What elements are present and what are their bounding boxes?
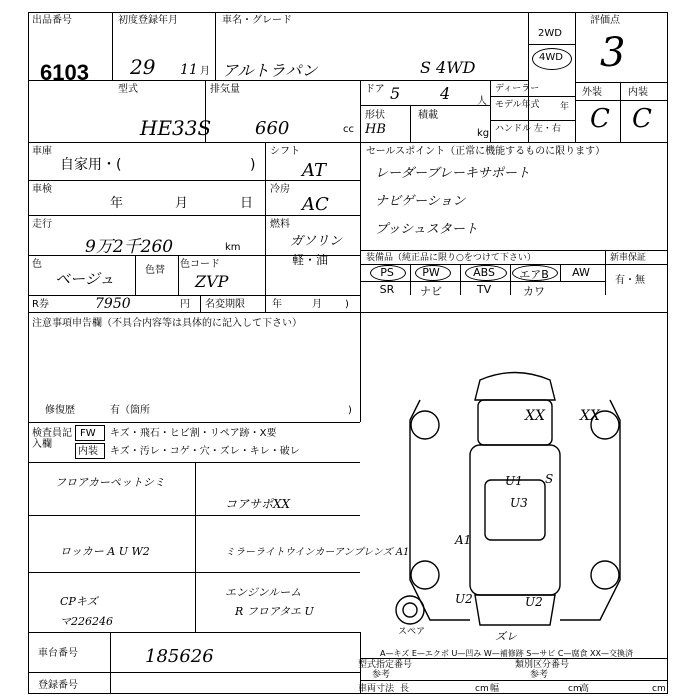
lot-number: 6103 <box>40 60 89 85</box>
equip-leather: カワ <box>523 285 545 298</box>
car-rear <box>475 595 555 625</box>
aircon-label: 冷房 <box>270 184 290 195</box>
fuel: ガソリン <box>290 234 343 249</box>
mark-top-xx: XX <box>525 408 545 424</box>
title-month: 月 <box>312 299 322 310</box>
wheel-rl <box>411 561 439 589</box>
color-code: ZVP <box>195 272 229 291</box>
shaken-day: 日 <box>240 196 254 211</box>
color-label: 色 <box>32 259 42 270</box>
interior-inspect-label: 内装 <box>78 446 98 457</box>
car-name-label: 車名・グレード <box>222 15 292 26</box>
recycle-label: R券 <box>32 299 49 310</box>
persons-unit: 人 <box>477 96 487 107</box>
equipment-label: 装備品（純正品に限り○をつけて下さい） <box>366 253 536 263</box>
note-1: フロアカーペットシミ <box>55 476 165 489</box>
repair-label: 修復歴 <box>45 405 75 416</box>
garage-label: 車庫 <box>32 146 52 157</box>
interior-grade: C <box>632 104 652 134</box>
equip-abs: ABS <box>473 266 495 279</box>
title-period-label: 名変期限 <box>205 299 245 310</box>
shift: AT <box>302 160 327 181</box>
fw-label: FW <box>80 428 96 439</box>
handle-label: ハンドル 左・右 <box>495 124 561 134</box>
year-label: 年 <box>560 102 570 112</box>
equip-aw: AW <box>572 266 590 279</box>
wheel-rr <box>591 561 619 589</box>
mark-side-xx: XX <box>580 408 600 424</box>
car-top-outline <box>475 373 555 401</box>
inspector-label: 検査員記入欄 <box>32 428 72 450</box>
ref-label-1: 参考 <box>372 670 391 680</box>
cc-unit: cc <box>343 124 354 135</box>
car-body <box>470 445 560 595</box>
color: ベージュ <box>55 270 115 288</box>
shaken-label: 車検 <box>32 184 52 195</box>
mark-zure: ズレ <box>495 630 517 643</box>
shaken-month: 月 <box>175 196 189 211</box>
note-4: ミラーライトウインカーアンプレンズ A1 <box>225 547 410 558</box>
interior-label: 内装 <box>628 87 648 98</box>
new-warranty-label: 新車保証 <box>610 253 647 263</box>
mark-u2b: U2 <box>525 595 543 609</box>
month-unit: 月 <box>200 66 210 77</box>
spare-label: スペア <box>398 627 426 637</box>
fuel-label: 燃料 <box>270 219 290 230</box>
sales-point-3: プッシュスタート <box>375 222 478 237</box>
usage: 自家用・( <box>60 157 122 173</box>
note-6: エンジンルーム <box>225 586 302 599</box>
repair-value: 有（箇所 <box>110 405 150 416</box>
mark-a1: A1 <box>455 533 472 547</box>
equip-ps: PS <box>380 266 394 279</box>
shape: HB <box>365 122 386 137</box>
interior-text: キズ・汚レ・コゲ・穴・ズレ・キレ・破レ <box>110 446 300 457</box>
spare-tire <box>396 596 424 624</box>
note-2: コアサポXX <box>225 497 291 511</box>
drive-4wd: 4WD <box>539 52 563 63</box>
recycle: 7950 <box>95 296 131 312</box>
displacement: 660 <box>255 118 290 139</box>
aircon: AC <box>302 194 329 215</box>
lot-label: 出品番号 <box>32 15 72 26</box>
legend: A—キズ E—エクボ U—凹み W—補修跡 S—サビ C—腐食 XX—交換済 <box>380 649 634 658</box>
sales-point-1: レーダーブレーキサポート <box>375 166 530 181</box>
ref-label-2: 参考 <box>530 670 549 680</box>
shift-label: シフト <box>270 146 300 157</box>
car-roof <box>485 480 545 540</box>
note-3: ロッカー A U W2 <box>60 545 150 558</box>
color-code-label: 色コード <box>180 259 220 270</box>
mileage: 9万2千260 <box>85 237 174 257</box>
length-label: 車両寸法 <box>358 684 395 694</box>
exterior-grade: C <box>590 104 610 134</box>
km-unit: km <box>225 242 241 253</box>
equip-navi: ナビ <box>420 285 442 298</box>
model: HE33S <box>140 116 212 140</box>
length-unit-l: 長 <box>400 684 410 694</box>
reg-month: 11 <box>180 62 198 78</box>
sales-point-2: ナビゲーション <box>375 194 466 209</box>
chassis-label: 車台番号 <box>38 648 78 659</box>
seats: 4 <box>440 84 451 103</box>
notes-label: 注意事項申告欄（不具合内容等は具体的に記入して下さい） <box>32 318 302 329</box>
width-unit: 幅 <box>490 684 500 694</box>
score: 3 <box>600 30 626 76</box>
mark-u1: U1 <box>505 474 523 488</box>
sales-points-label: セールスポイント（正常に機能するものに限ります） <box>366 146 606 157</box>
cm-3: cm <box>652 684 666 694</box>
category-label: 類別区分番号 <box>515 660 570 670</box>
cm-2: cm <box>568 684 582 694</box>
load-label: 積載 <box>418 110 438 121</box>
cm-1: cm <box>475 684 489 694</box>
reg-number-label: 登録番号 <box>38 680 78 691</box>
note-5: CPキズ <box>60 595 98 608</box>
kg-unit: kg <box>477 128 490 139</box>
usage-close: ) <box>250 157 256 173</box>
equip-tv: TV <box>476 283 492 296</box>
dealer-label: ディーラー <box>495 84 540 94</box>
chassis-number: 185626 <box>145 646 214 667</box>
shape-label: 形状 <box>365 110 385 121</box>
displacement-label: 排気量 <box>210 84 240 95</box>
mileage-label: 走行 <box>32 219 52 230</box>
fw-text: キズ・飛石・ヒビ割・リペア跡・X要 <box>110 428 277 439</box>
note-7: R フロアタエ U <box>235 605 314 618</box>
new-warranty: 有・無 <box>615 275 645 286</box>
title-year: 年 <box>272 299 282 310</box>
color-change-label: 色替 <box>145 265 165 276</box>
shaken-year: 年 <box>110 196 124 211</box>
reform-label: 型式指定番号 <box>358 660 413 670</box>
equip-sr: SR <box>379 283 395 296</box>
car-name: アルトラパン <box>222 61 318 80</box>
reg-date-label: 初度登録年月 <box>118 15 178 26</box>
title-close: ) <box>345 299 349 310</box>
yen-unit: 円 <box>180 299 190 310</box>
equip-pw: PW <box>422 266 440 279</box>
reg-year: 29 <box>130 55 156 79</box>
fuel-options: 軽・油 <box>292 253 329 267</box>
wheel-fl <box>411 411 439 439</box>
score-label: 評価点 <box>590 15 620 26</box>
doors-label: ドア <box>365 84 385 95</box>
mark-u3: U3 <box>510 496 528 510</box>
mark-s: S <box>545 472 554 486</box>
grade: S 4WD <box>420 58 476 77</box>
exterior-label: 外装 <box>582 87 602 98</box>
doors: 5 <box>390 84 401 103</box>
height-unit: 高 <box>580 684 590 694</box>
mark-u2: U2 <box>455 592 473 606</box>
repair-close: ) <box>348 405 352 416</box>
model-year-label: モデル年式 <box>495 100 540 110</box>
equip-airbag: エアB <box>519 268 549 281</box>
note-extra: マ226246 <box>60 615 113 628</box>
drive-2wd: 2WD <box>538 28 562 39</box>
model-label: 型式 <box>118 84 138 95</box>
